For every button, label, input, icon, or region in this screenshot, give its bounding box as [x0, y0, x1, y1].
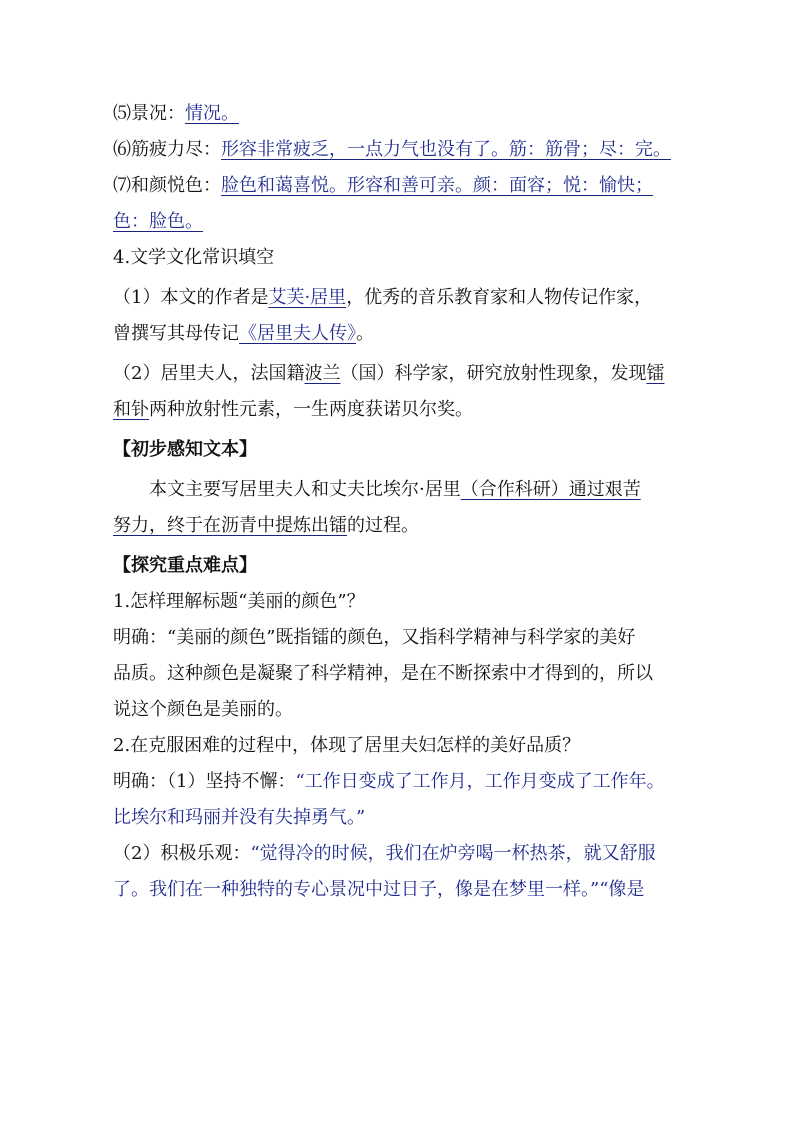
term-definition: 形容非常疲乏，一点力气也没有了。筋：筋骨；尽：完。: [221, 139, 671, 160]
answer-author: 艾芙·居里: [268, 287, 347, 308]
answer-1-line-1: 明确：“美丽的颜色”既指镭的颜色，又指科学精神与科学家的美好: [113, 627, 636, 648]
summary-answer: （合作科研）通过艰苦: [460, 479, 641, 500]
fill-item-2-cont: 和钋两种放射性元素，一生两度获诺贝尔奖。: [113, 399, 473, 420]
document-page: [113, 96, 693, 908]
quote-optimism: “觉得冷的时候，我们在炉旁喝一杯热茶，就又舒服: [250, 843, 656, 864]
answer-1-line-2: 品质。这种颜色是凝聚了科学精神，是在不断探索中才得到的，所以: [113, 663, 653, 684]
term-definition: 脸色和蔼喜悦。形容和善可亲。颜：面容；悦：愉快；: [221, 175, 653, 196]
answer-1-line-3: 说这个颜色是美丽的。: [113, 699, 293, 720]
answer-2-line-3: （2）积极乐观：“觉得冷的时候，我们在炉旁喝一杯热茶，就又舒服: [113, 843, 656, 864]
section-heading-literary: 4.文学文化常识填空: [113, 247, 275, 268]
quote-persistence: “工作日变成了工作月，工作月变成了工作年。: [295, 771, 665, 792]
summary-answer-cont: 努力，终于在沥青中提炼出镭: [113, 515, 347, 536]
summary-paragraph: 本文主要写居里夫人和丈夫比埃尔·居里（合作科研）通过艰苦: [149, 479, 641, 500]
answer-biography: 《居里夫人传》: [239, 323, 356, 344]
answer-element-1: 镭: [646, 363, 665, 384]
question-2: 2.在克服困难的过程中，体现了居里夫妇怎样的美好品质？: [113, 735, 581, 756]
term-label: ⑸景况：: [113, 103, 185, 124]
answer-2-line-1: 明确：（1）坚持不懈：“工作日变成了工作月，工作月变成了工作年。: [113, 771, 665, 792]
answer-element-2: 和钋: [113, 399, 149, 420]
term-definition: 情况。: [185, 103, 239, 124]
answer-2-line-2: 比埃尔和玛丽并没有失掉勇气。”: [113, 807, 366, 828]
answer-2-line-4: 了。我们在一种独特的专心景况中过日子，像是在梦里一样。”“像是: [113, 879, 645, 900]
answer-country: 波兰: [304, 363, 341, 384]
term-label: ⑹筋疲力尽：: [113, 139, 221, 160]
fill-item-2: （2）居里夫人，法国籍波兰（国）科学家，研究放射性现象，发现镭: [113, 363, 665, 384]
term-label: ⑺和颜悦色：: [113, 175, 221, 196]
vocab-item-6: [113, 132, 693, 168]
term-definition: 色：脸色。: [113, 211, 203, 232]
fill-item-1: （1）本文的作者是艾芙·居里，优秀的音乐教育家和人物传记作家，: [113, 287, 653, 308]
section-heading-perception: 【初步感知文本】: [113, 439, 257, 460]
section-heading-key-points: 【探究重点难点】: [113, 555, 257, 576]
vocab-item-5: [113, 96, 693, 132]
vocab-item-7-cont: [113, 204, 693, 240]
fill-item-1-cont: 曾撰写其母传记《居里夫人传》。: [113, 323, 374, 344]
vocab-item-7: [113, 168, 693, 204]
question-1: 1.怎样理解标题“美丽的颜色”？: [113, 591, 365, 612]
summary-paragraph-cont: 努力，终于在沥青中提炼出镭的过程。: [113, 515, 419, 536]
